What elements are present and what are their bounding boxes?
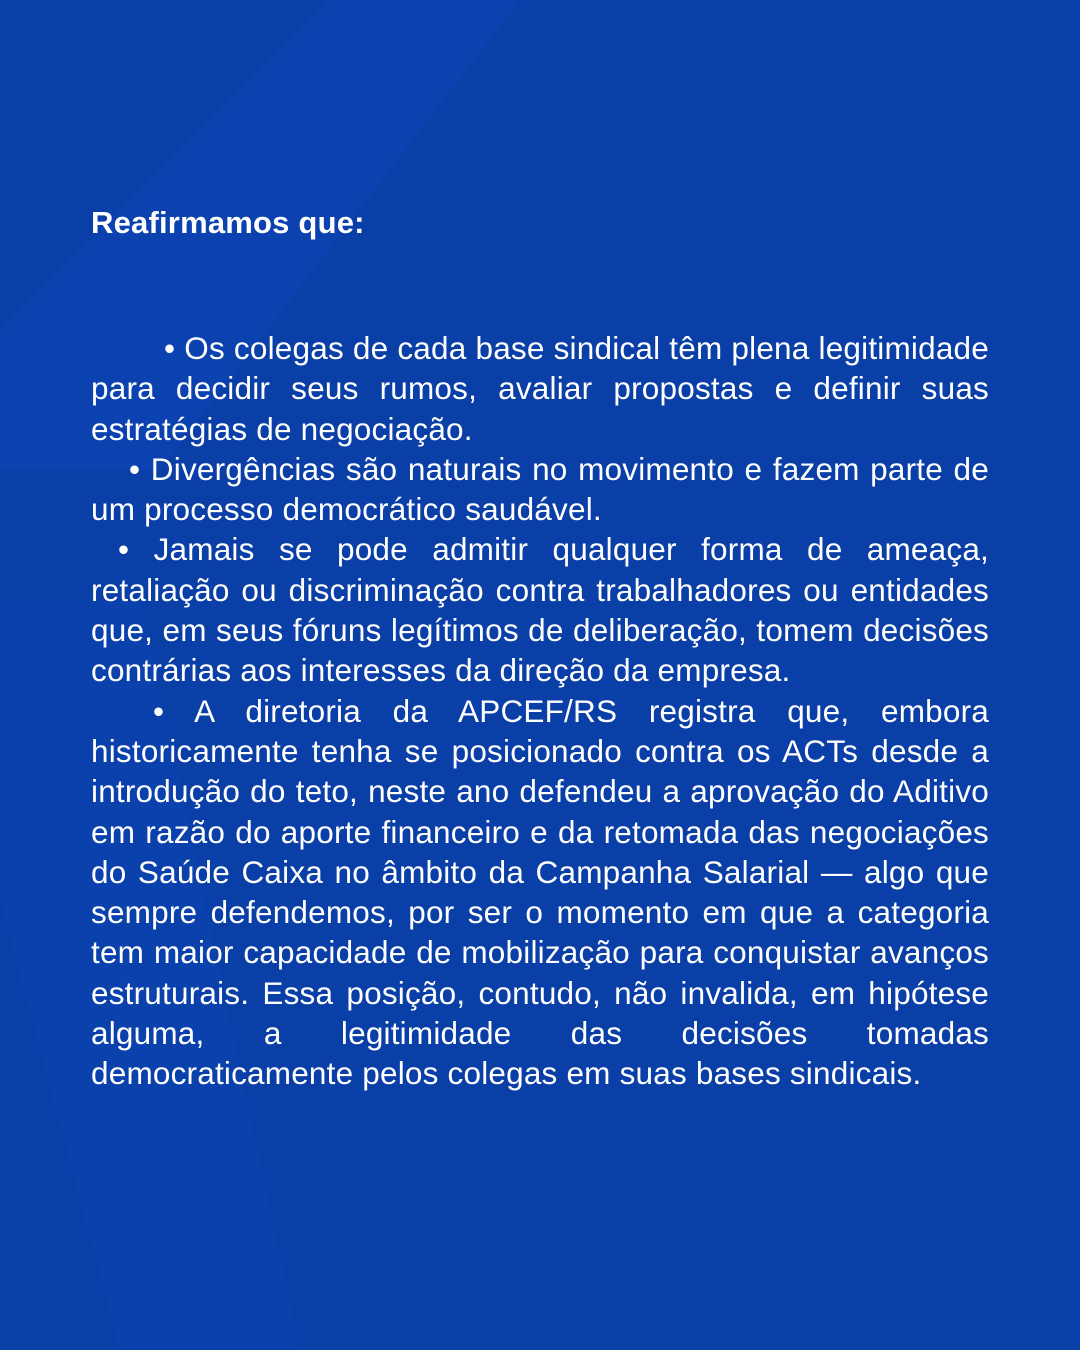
- bullet-item-legitimacy: • Os colegas de cada base sindical têm plena legitimidade para decidir seus rumos, avaliar propostas e definir suas estratégias de negociação.: [91, 330, 989, 447]
- bullet-item-no-retaliation: • Jamais se pode admitir qualquer forma de ameaça, retaliação ou discriminação contra trabalhadores ou entidades que, em seus fóruns legítimos de deliberação, tomem decisões contrárias aos interesses da direção da empresa.: [91, 531, 989, 689]
- statement-block: [91, 203, 989, 1094]
- bullet-item-apcef-position: • A diretoria da APCEF/RS registra que, embora historicamente tenha se posicionado contra os ACTs desde a introdução do teto, neste ano defendeu a aprovação do Aditivo em razão do aporte financeiro e da retomada das negociações do Saúde Caixa no âmbito da Campanha Salarial — algo que sempre defendemos, por ser o momento em que a categoria tem maior capacidade de mobilização para conquistar avanços estruturais. Essa posição, contudo, não invalida, em hipótese alguma, a legitimidade das decisões tomadas democraticamente pelos colegas em suas bases sindicais.: [91, 692, 989, 1092]
- bullet-item-divergence: • Divergências são naturais no movimento e fazem parte de um processo democrático saudável.: [91, 450, 989, 528]
- bullet-list: [91, 328, 989, 1094]
- heading: Reafirmamos que:: [91, 205, 365, 240]
